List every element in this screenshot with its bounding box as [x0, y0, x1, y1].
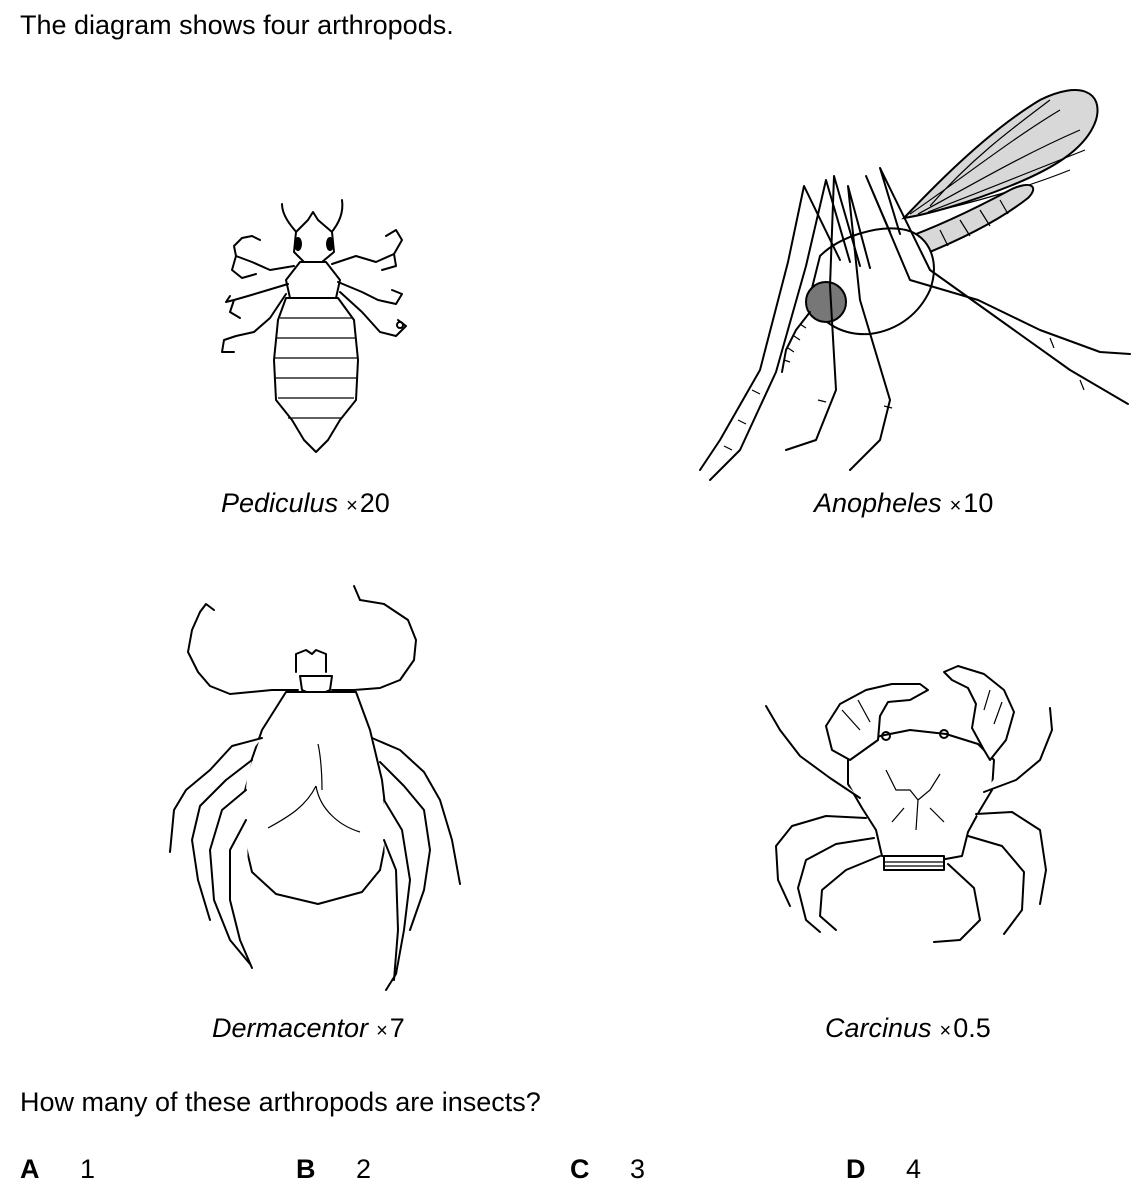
louse-illustration	[222, 200, 406, 452]
crab-illustration	[766, 666, 1052, 942]
option-b-value: 2	[356, 1154, 372, 1184]
option-a[interactable]: A 1	[20, 1154, 96, 1184]
option-d[interactable]: D 4	[846, 1154, 922, 1184]
question-stem: The diagram shows four arthropods.	[20, 10, 454, 40]
caption-dermacentor: Dermacentor ×7	[212, 1013, 405, 1043]
tick-illustration	[170, 586, 460, 990]
option-c[interactable]: C 3	[570, 1154, 646, 1184]
option-d-value: 4	[906, 1154, 922, 1184]
answer-options	[0, 1151, 1136, 1191]
option-b[interactable]: B 2	[296, 1154, 372, 1184]
caption-pediculus: Pediculus ×20	[221, 488, 390, 518]
option-c-value: 3	[630, 1154, 646, 1184]
question-text: How many of these arthropods are insects?	[20, 1087, 541, 1117]
caption-carcinus: Carcinus ×0.5	[825, 1013, 991, 1043]
caption-anopheles: Anopheles ×10	[814, 488, 994, 518]
option-a-value: 1	[80, 1154, 96, 1184]
mosquito-illustration	[700, 90, 1130, 480]
